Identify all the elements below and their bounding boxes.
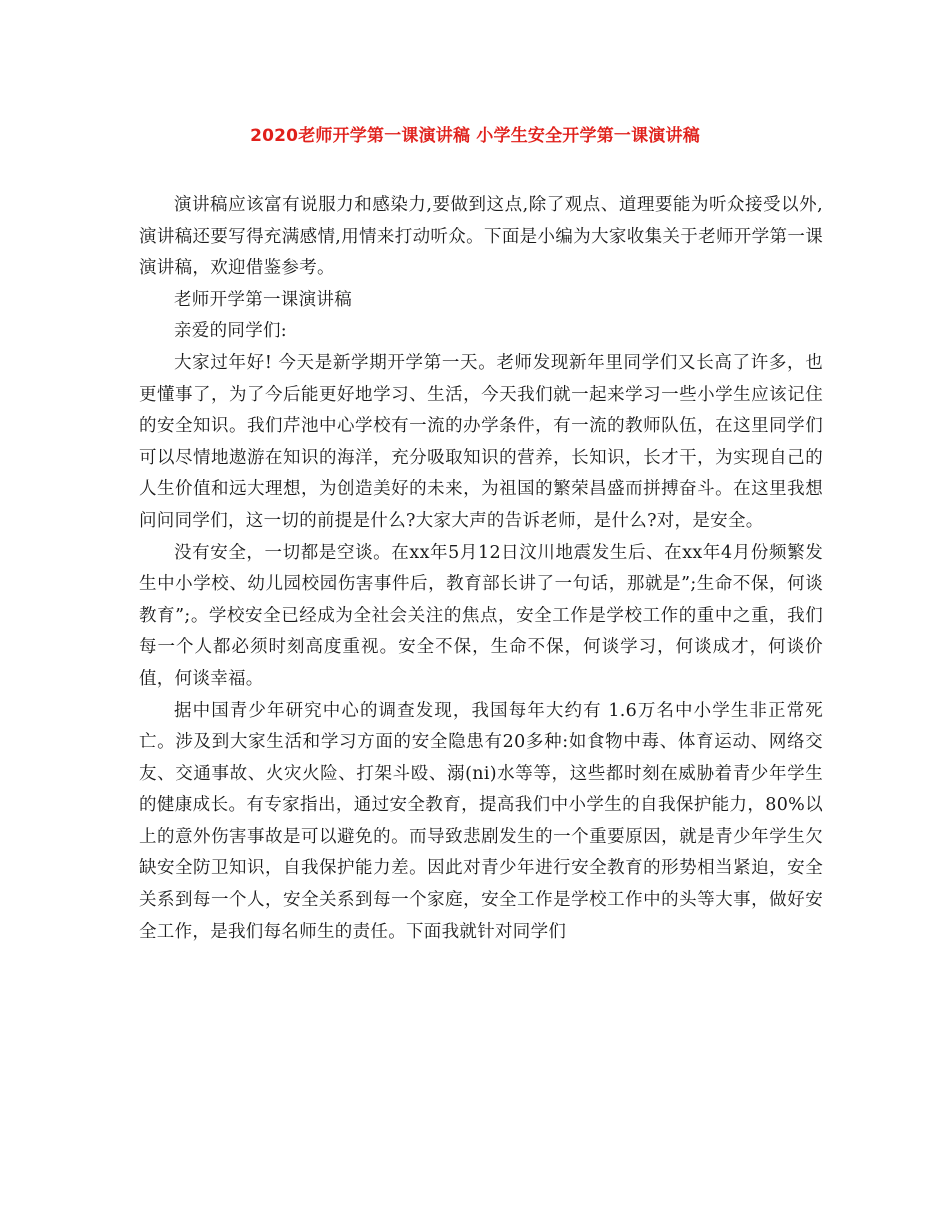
paragraph-greeting: 大家过年好! 今天是新学期开学第一天。老师发现新年里同学们又长高了许多，也更懂事了，为了今后能更好地学习、生活，今天我们就一起来学习一些小学生应该记住的安全知识。我们芹池中心学校有一流的办学条件，有一流的教师队伍，在这里同学们可以尽情地遨游在知识的海洋，充分吸取知识的营养，长知识，长才干，为实现自己的人生价值和远大理想，为创造美好的未来，为祖国的繁荣昌盛而拼搏奋斗。在这里我想问问同学们，这一切的前提是什么?大家大声的告诉老师，是什么?对，是安全。: [139, 352, 823, 531]
paragraph-salutation: 亲爱的同学们:: [174, 321, 287, 342]
paragraph-safety-importance: 没有安全，一切都是空谈。在xx年5月12日汶川地震发生后、在xx年4月份频繁发生中小学校、幼儿园校园伤害事件后，教育部长讲了一句话，那就是”;生命不保，何谈教育”;。学校安全已经成为全社会关注的焦点，安全工作是学校工作的重中之重，我们每一个人都必须时刻高度重视。安全不保，生命不保，何谈学习，何谈成才，何谈价值，何谈幸福。: [139, 542, 823, 689]
paragraph-heading: 老师开学第一课演讲稿: [174, 289, 352, 310]
paragraph-intro: 演讲稿应该富有说服力和感染力,要做到这点,除了观点、道理要能为听众接受以外,演讲稿还要写得充满感情,用情来打动听众。下面是小编为大家收集关于老师开学第一课演讲稿，欢迎借鉴参考。: [139, 195, 823, 279]
document-body: [139, 190, 823, 948]
document-title: 2020老师开学第一课演讲稿 小学生安全开学第一课演讲稿: [250, 126, 700, 146]
paragraph-research: 据中国青少年研究中心的调查发现，我国每年大约有 1.6万名中小学生非正常死亡。涉及到大家生活和学习方面的安全隐患有20多种:如食物中毒、体育运动、网络交友、交通事故、火灾火险、打架斗殴、溺(ni)水等等，这些都时刻在威胁着青少年学生的健康成长。有专家指出，通过安全教育，提高我们中小学生的自我保护能力，80%以上的意外伤害事故是可以避免的。而导致悲剧发生的一个重要原因，就是青少年学生欠缺安全防卫知识，自我保护能力差。因此对青少年进行安全教育的形势相当紧迫，安全关系到每一个人，安全关系到每一个家庭，安全工作是学校工作中的头等大事，做好安全工作，是我们每名师生的责任。下面我就针对同学们: [139, 700, 823, 942]
